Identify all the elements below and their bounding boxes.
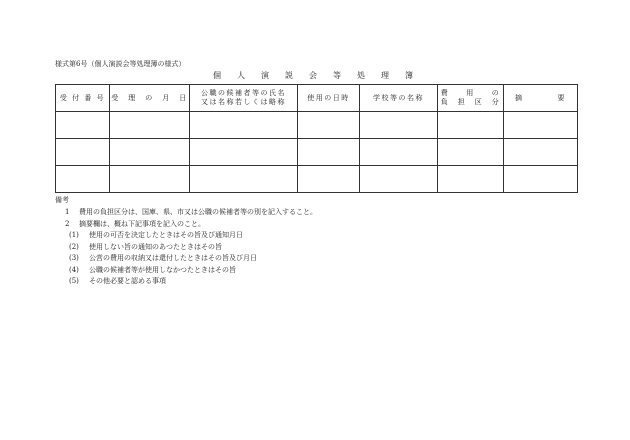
remark-subitem [69,276,595,286]
remark-subitem-text: 使用の可否を決定したときはその旨及び通知月日 [89,231,243,239]
remark-subitem [69,253,595,263]
table-cell [360,139,438,166]
header-reception-number-text: 受 付 番 号 [59,93,106,102]
remark-item [65,207,595,217]
remark-subitem-number: (5) [69,277,79,285]
table-cell [438,166,504,193]
header-receipt-date-text: 受 理 の 月 日 [111,93,188,102]
header-summary [504,85,578,112]
table-cell [298,139,360,166]
header-candidate-name [190,85,298,112]
remark-subitem [69,230,595,240]
processing-register-table [55,84,578,193]
form-number-label: 様式第6号（個人演説会等処理簿の様式） [55,60,186,68]
table-cell [298,112,360,139]
table-cell [56,166,110,193]
header-usage-datetime [298,85,360,112]
header-candidate-name-line2: 又は名称若しくは略称 [201,98,286,106]
remark-item-text: 摘要欄は、概ね下記事項を記入のこと。 [79,219,205,228]
table-cell [360,166,438,193]
remark-subitem-text: 公営の費用の収納又は還付したときはその旨及び月日 [89,254,257,262]
table-cell [110,112,190,139]
remark-subitem-number: (4) [69,265,79,274]
header-summary-text: 摘 要 [515,93,566,102]
table-cell [298,166,360,193]
table-cell [438,112,504,139]
table-cell [56,139,110,166]
remark-item-text: 費用の負担区分は、国庫、県、市又は公職の候補者等の別を記入すること。 [79,208,317,216]
remark-subitem-number: (1) [69,231,79,239]
remark-subitem-text: 使用しない旨の通知のあつたときはその旨 [89,242,222,251]
header-cost-category-line1: 費 用 の [440,89,501,97]
remark-subitem-text: その他必要と認める事項 [89,277,166,285]
header-candidate-name-line1: 公職の候補者等の氏名 [201,89,286,97]
header-receipt-date [110,85,190,112]
table-cell [56,112,110,139]
remark-item [65,219,595,229]
table-cell [360,112,438,139]
table-cell [110,139,190,166]
table-cell [190,166,298,193]
table-cell [190,139,298,166]
header-school-name-text: 学校等の名称 [373,93,424,102]
remarks-section [55,195,595,288]
remark-item-number: 1 [65,208,70,216]
remark-subitem [69,265,595,275]
document-title: 個 人 演 説 会 等 処 理 簿 [213,71,417,80]
header-usage-datetime-text: 使用の日時 [307,93,350,102]
remark-item-number: 2 [65,219,70,228]
table-cell [110,166,190,193]
table-cell [190,112,298,139]
remark-subitem-text: 公職の候補者等が使用しなかつたときはその旨 [89,265,236,274]
header-cost-category [438,85,504,112]
table-cell [504,166,578,193]
table-cell [504,139,578,166]
header-cost-category-line2: 負 担 区 分 [440,98,501,106]
table-row [56,112,578,139]
table-row [56,166,578,193]
remark-subitem-number: (3) [69,254,79,262]
header-reception-number [56,85,110,112]
remark-subitem-number: (2) [69,242,79,251]
table-cell [438,139,504,166]
table-row [56,139,578,166]
remark-subitem [69,242,595,252]
header-row [56,85,578,112]
header-school-name [360,85,438,112]
table-cell [504,112,578,139]
remarks-heading: 備考 [55,196,69,204]
